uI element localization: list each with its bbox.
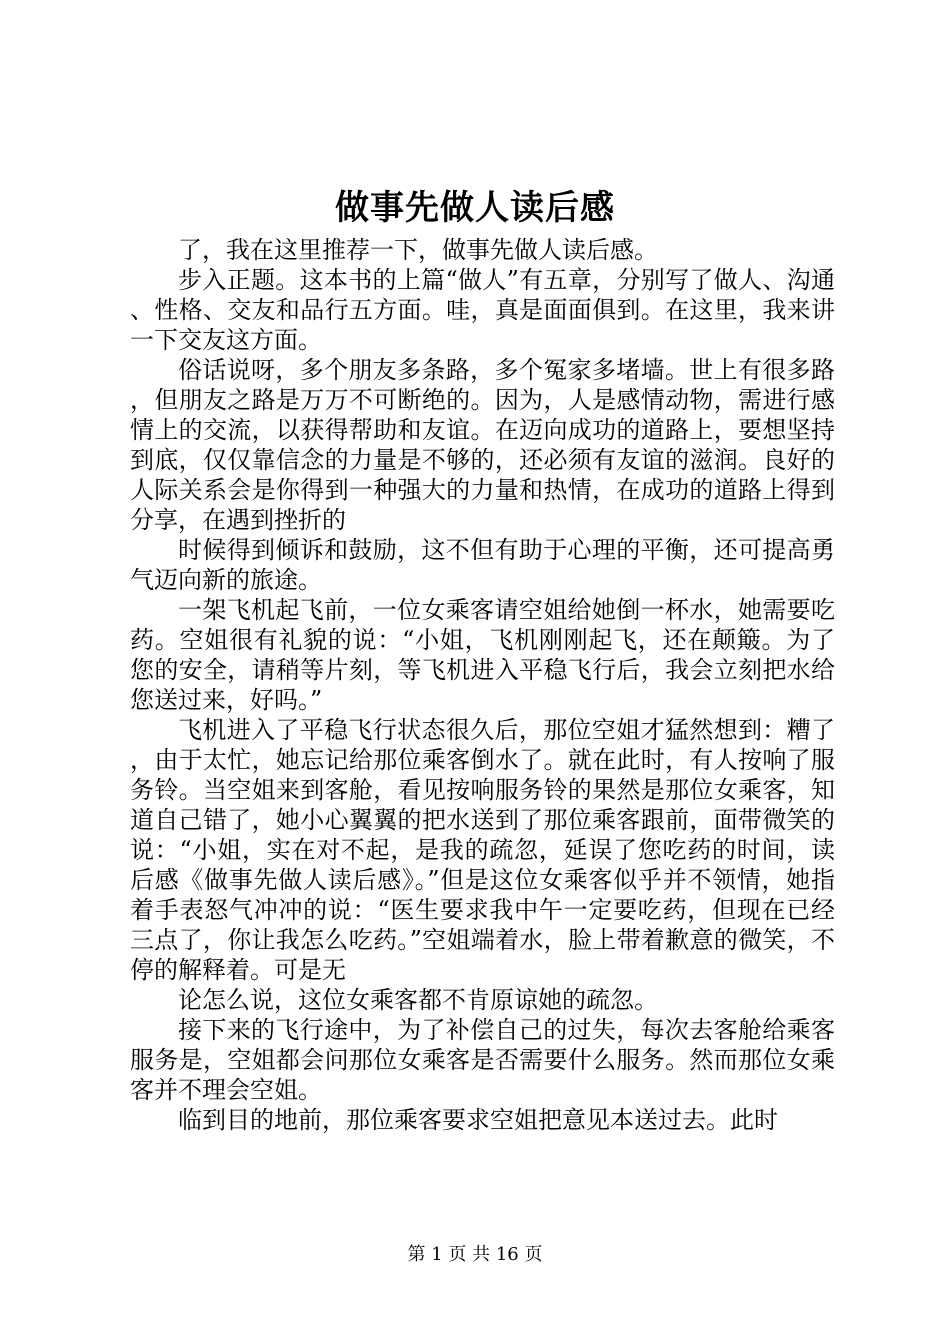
- document-title: 做事先做人读后感: [335, 188, 615, 228]
- paragraph: 论怎么说，这位女乘客都不肯原谅她的疏忽。: [178, 986, 658, 1014]
- document-body: [130, 235, 835, 1135]
- page-footer: 第 1 页 共 16 页: [407, 1244, 543, 1265]
- paragraph: 了，我在这里推荐一下，做事先做人读后感。: [178, 236, 658, 264]
- paragraph: 接下来的飞行途中，为了补偿自己的过失，每次去客舱给乘客服务是，空姐都会问那位女乘客是否需要什么服务。然而那位女乘客并不理会空姐。: [130, 1016, 835, 1104]
- paragraph: 飞机进入了平稳飞行状态很久后，那位空姐才猛然想到：糟了，由于太忙，她忘记给那位乘客倒水了。就在此时，有人按响了服务铃。当空姐来到客舱，看见按响服务铃的果然是那位女乘客，知道自己错了，她小心翼翼的把水送到了那位乘客跟前，面带微笑的说：“小姐，实在对不起，是我的疏忽，延误了您吃药的时间，读后感《做事先做人读后感》。”但是这位女乘客似乎并不领情，她指着手表怒气冲冲的说：“医生要求我中午一定要吃药，但现在已经三点了，你让我怎么吃药。”空姐端着水，脸上带着歉意的微笑，不停的解释着。可是无: [130, 716, 835, 984]
- paragraph: 俗话说呀，多个朋友多条路，多个冤家多堵墙。世上有很多路，但朋友之路是万万不可断绝的。因为，人是感情动物，需进行感情上的交流，以获得帮助和友谊。在迈向成功的道路上，要想坚持到底，仅仅靠信念的力量是不够的，还必须有友谊的滋润。良好的人际关系会是你得到一种强大的力量和热情，在成功的道路上得到分享，在遇到挫折的: [130, 356, 835, 534]
- paragraph: 一架飞机起飞前，一位女乘客请空姐给她倒一杯水，她需要吃药。空姐很有礼貌的说：“小姐，飞机刚刚起飞，还在颠簸。为了您的安全，请稍等片刻，等飞机进入平稳飞行后，我会立刻把水给您送过来，好吗。”: [130, 596, 835, 714]
- paragraph: 临到目的地前，那位乘客要求空姐把意见本送过去。此时: [178, 1106, 778, 1134]
- paragraph: 步入正题。这本书的上篇“做人”有五章，分别写了做人、沟通、性格、交友和品行五方面。哇，真是面面俱到。在这里，我来讲一下交友这方面。: [130, 266, 835, 354]
- paragraph: 时候得到倾诉和鼓励，这不但有助于心理的平衡，还可提高勇气迈向新的旅途。: [130, 536, 835, 594]
